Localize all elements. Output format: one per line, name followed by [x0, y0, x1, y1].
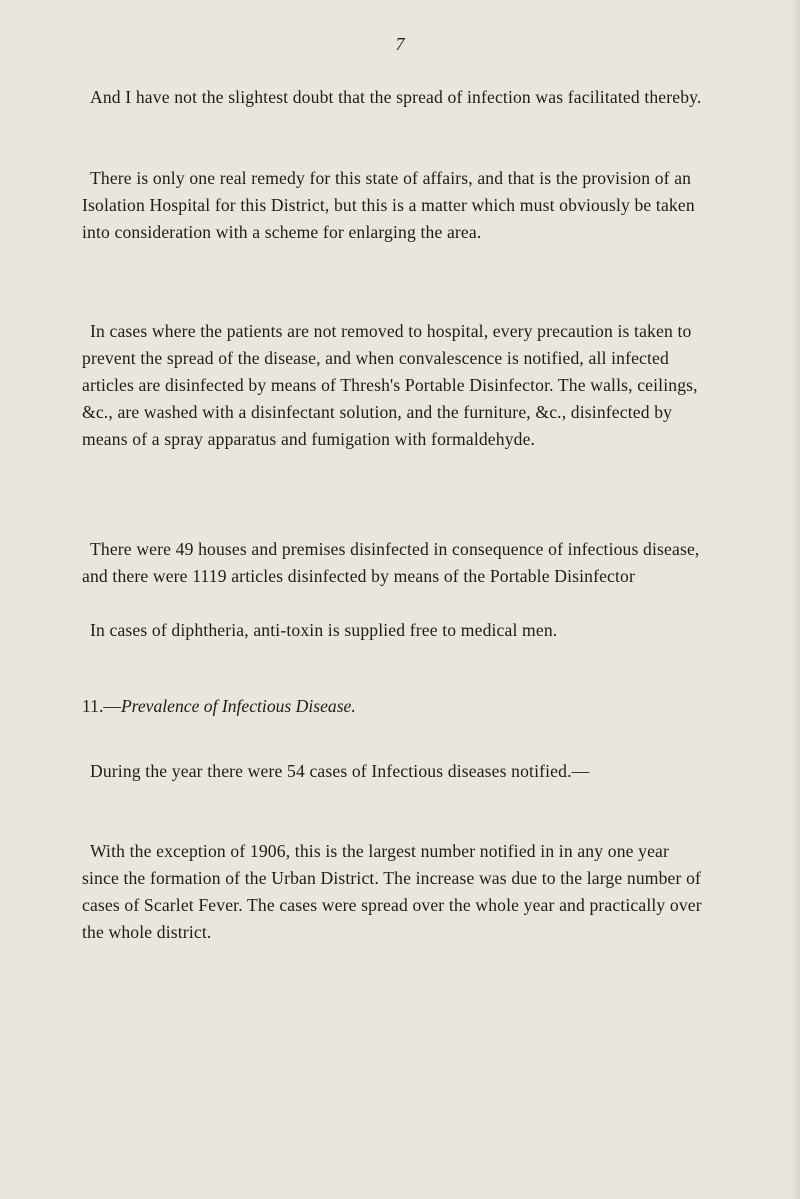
paragraph-spread-infection	[82, 84, 702, 111]
paragraph-text: In cases of diphtheria, anti-toxin is supplied free to medical men.	[90, 620, 558, 640]
page-edge-shadow	[792, 0, 800, 1199]
section-heading	[82, 693, 702, 720]
paragraph-text: There were 49 houses and premises disinfected in consequence of infectious disease, and there were 1119 articles disinfected by means of the Portable Disinfector	[82, 539, 700, 586]
paragraph-text: And I have not the slightest doubt that the spread of infection was facilitated thereby.	[90, 87, 702, 107]
section-title: Prevalence of Infectious Disease.	[120, 696, 356, 716]
section-number: 11.—	[82, 696, 121, 716]
paragraph-remedy	[82, 165, 702, 246]
paragraph-disinfection-counts	[82, 536, 702, 590]
paragraph-precautions	[82, 318, 702, 453]
paragraph-diphtheria	[82, 617, 702, 644]
page-number: 7	[395, 34, 405, 54]
paragraph-text: During the year there were 54 cases of Infectious diseases notified.—	[90, 761, 590, 781]
paragraph-text: In cases where the patients are not removed to hospital, every precaution is taken to prevent the spread of the disease, and when convalescence is notified, all infected articles are disinfected by means of Thresh's Portable Disinfector. The walls, ceilings, &c., are washed with a disinfectant solution, and the furniture, &c., disinfected by means of a spray apparatus and fumigation with formaldehyde.	[82, 321, 698, 449]
paragraph-text: There is only one real remedy for this state of affairs, and that is the provision of an Isolation Hospital for this District, but this is a matter which must obviously be taken into consideration with a scheme for enlarging the area.	[82, 168, 695, 242]
paragraph-exception-1906	[82, 838, 702, 946]
paragraph-text: With the exception of 1906, this is the largest number notified in in any one year since the formation of the Urban District. The increase was due to the large number of cases of Scarlet Fever. The cases were spread over the whole year and practically over the whole district.	[82, 841, 702, 942]
paragraph-cases-notified	[82, 758, 702, 785]
